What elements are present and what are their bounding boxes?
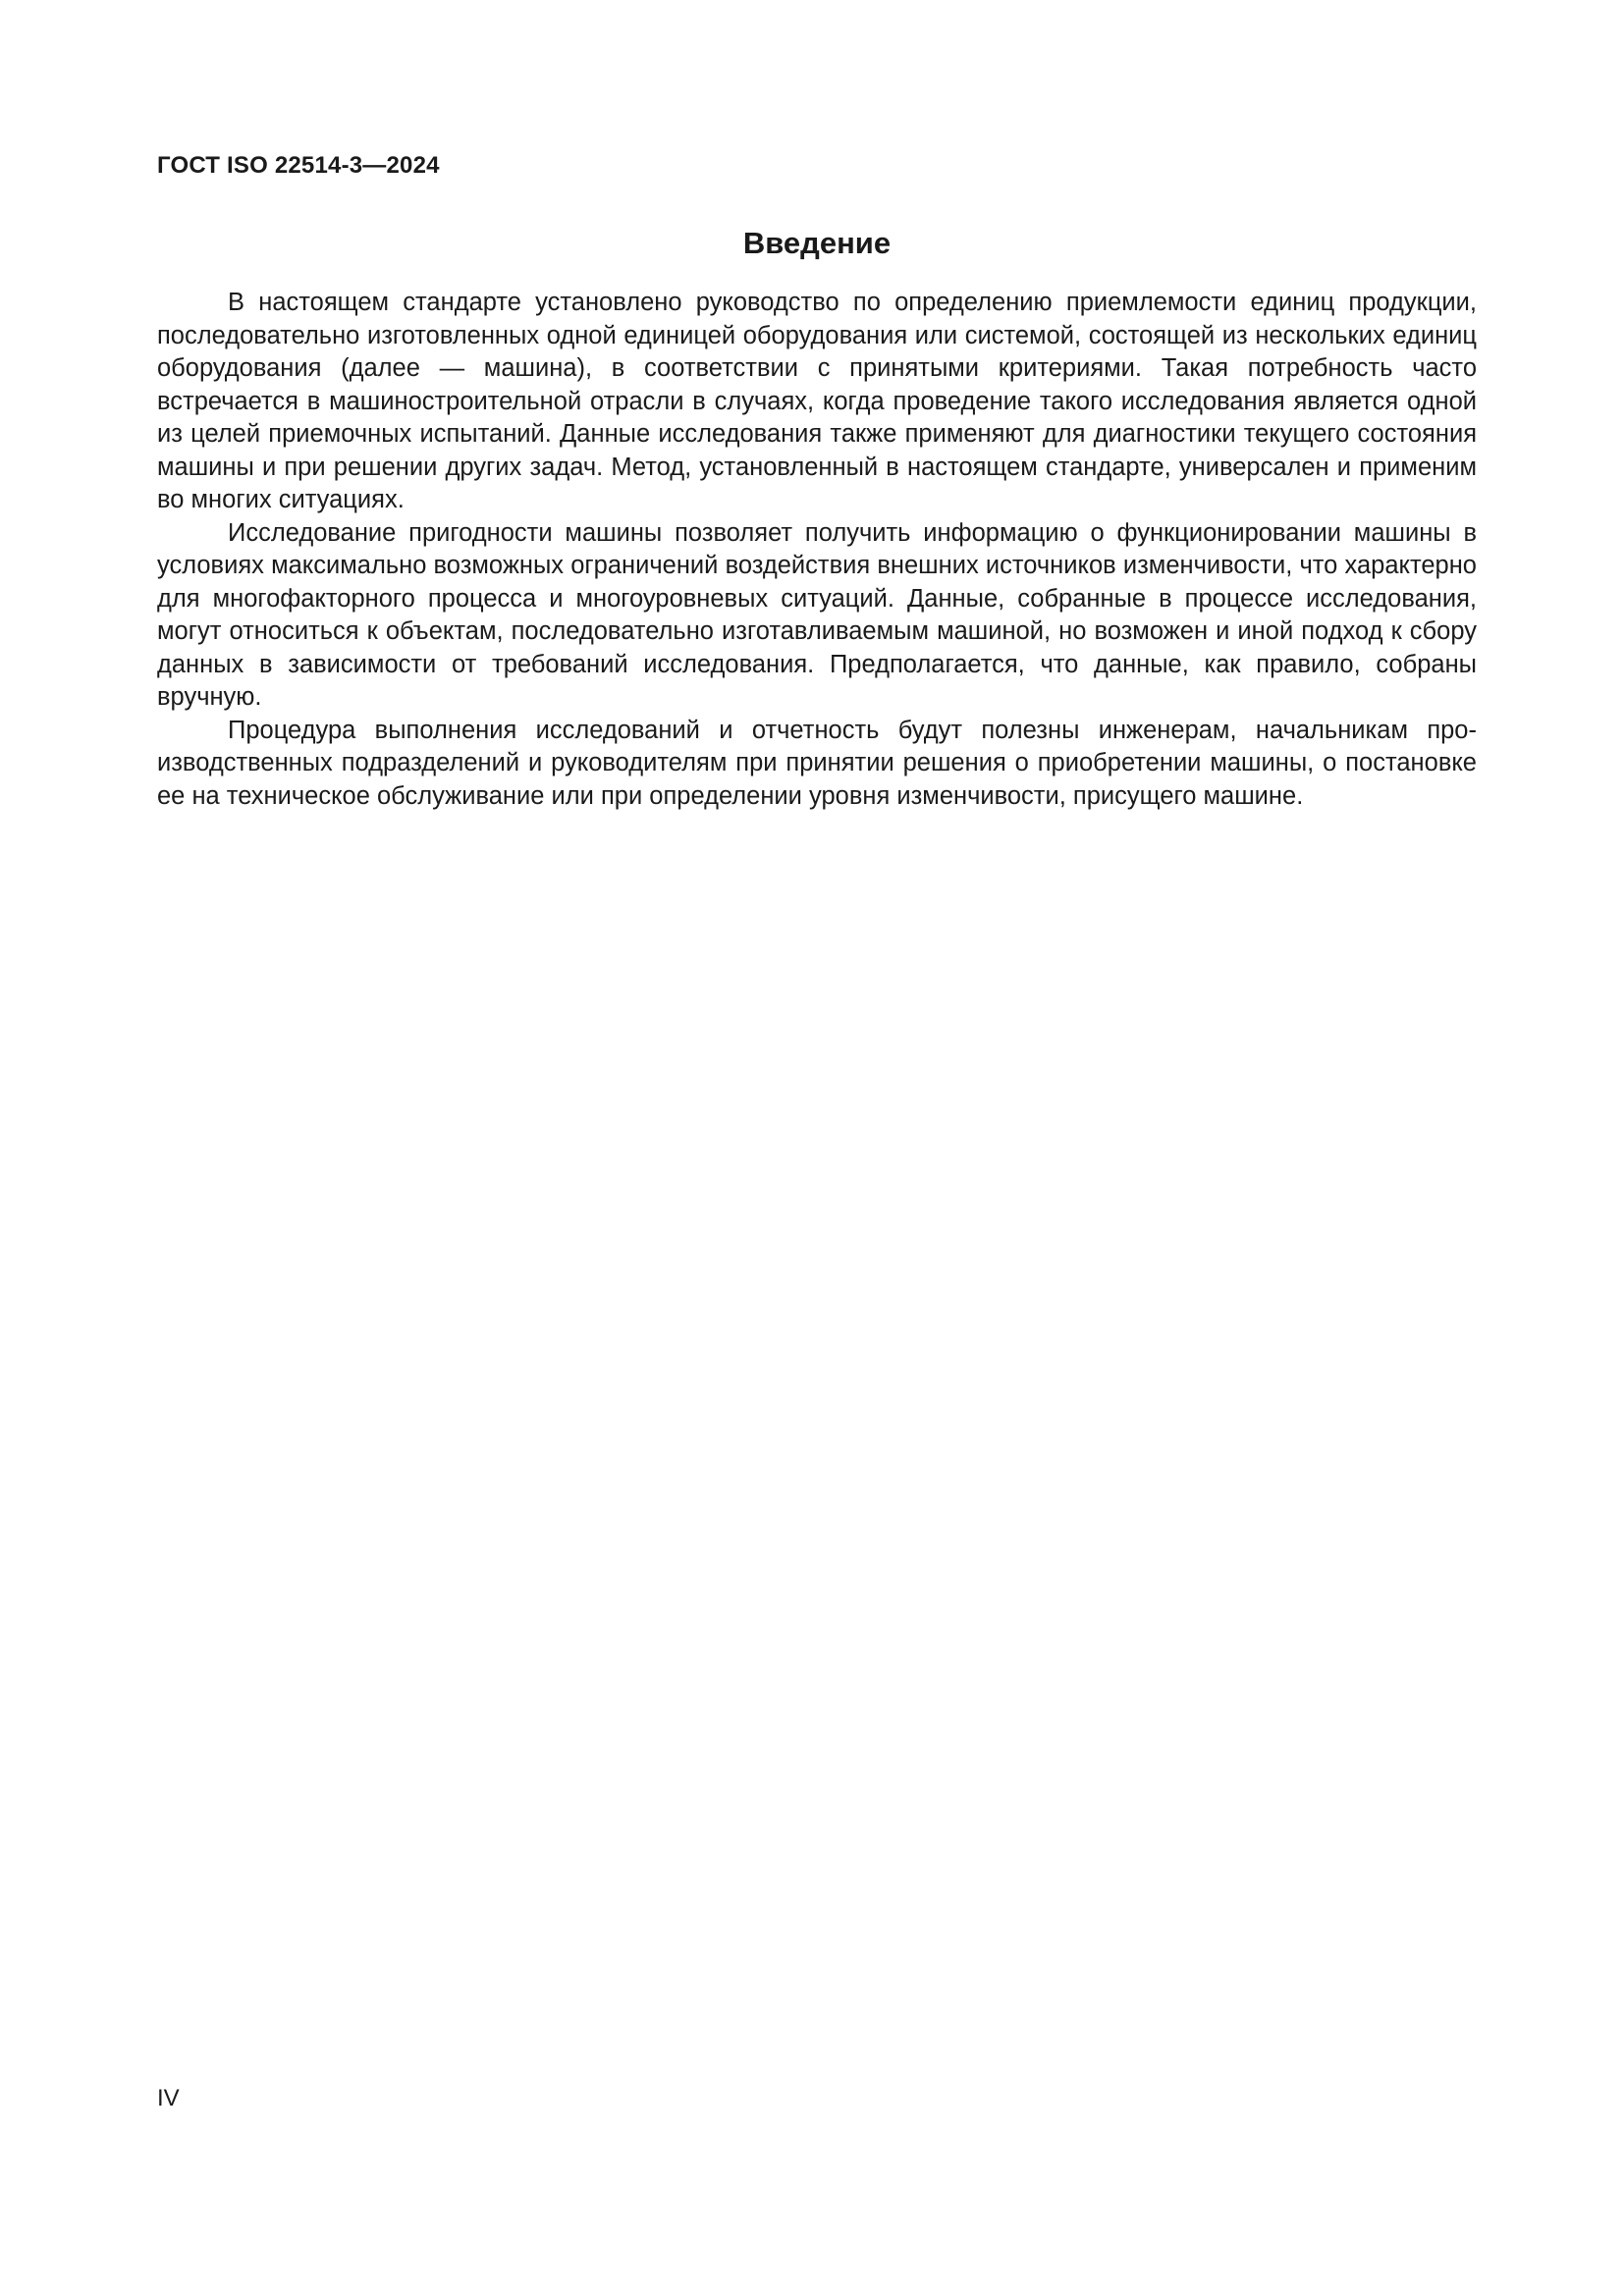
introduction-body — [157, 287, 1477, 813]
paragraph-3: Процедура выполнения исследований и отчетность будут полезны инженерам, начальникам производственных подразделений и руководителям при принятии решения о приобретении машины, о постановке ее на техническое обслуживание или при определении уровня изменчивости, присущего машине. — [157, 716, 1477, 810]
paragraph-1: В настоящем стандарте установлено руководство по определению приемлемости единиц продукции, последовательно изготовленных одной единицей оборудования или системой, состоящей из нескольких единиц оборудования (далее — машина), в соответствии с принятыми критериями. Такая потребность часто встречается в машиностроительной отрасли в случаях, когда проведение такого исследования является одной из целей приемочных испытаний. Данные исследования также применяют для диагностики текущего состояния машины и при решении других задач. Метод, установленный в настоящем стандарте, универсален и применим во многих ситуациях. — [157, 289, 1477, 513]
section-title: Введение — [742, 226, 892, 260]
standard-code-header: ГОСТ ISO 22514-3—2024 — [157, 152, 440, 179]
paragraph-2: Исследование пригодности машины позволяет получить информацию о функционировании машины в условиях максимально возможных ограничений воздействия внешних источников изменчивости, что характерно для многофакторного процесса и многоуровневых ситуаций. Данные, собранные в процессе исследования, могут относиться к объектам, последовательно изготавливаемым машиной, но возможен и иной подход к сбору данных в зависимости от требований исследования. Предполагается, что данные, как правило, собраны вручную. — [157, 518, 1477, 711]
page-number: IV — [157, 2085, 180, 2111]
